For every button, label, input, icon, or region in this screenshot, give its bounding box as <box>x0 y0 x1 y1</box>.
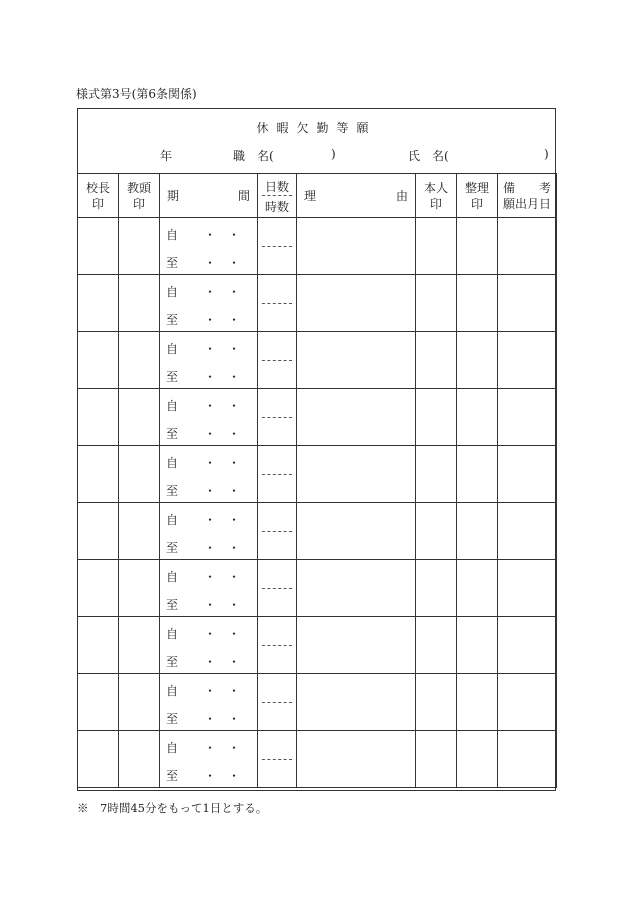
to-label: 至 <box>166 370 179 384</box>
to-date-dots: ・ ・ <box>204 541 241 555</box>
from-date-dots: ・ ・ <box>204 456 241 470</box>
to-label: 至 <box>166 541 179 555</box>
table-row <box>78 503 557 560</box>
days-hours-divider <box>262 588 292 589</box>
principal-seal-cell[interactable] <box>78 617 119 674</box>
from-label: 自 <box>166 627 179 641</box>
days-hours-divider <box>262 303 292 304</box>
days-hours-divider <box>262 360 292 361</box>
period-cell[interactable] <box>160 617 258 674</box>
to-date-dots: ・ ・ <box>204 598 241 612</box>
principal-seal-cell[interactable] <box>78 389 119 446</box>
self-seal-cell[interactable] <box>416 218 457 275</box>
remarks-cell[interactable] <box>498 731 557 788</box>
principal-seal-cell[interactable] <box>78 446 119 503</box>
reason-cell[interactable] <box>297 674 416 731</box>
self-seal-cell[interactable] <box>416 332 457 389</box>
to-label: 至 <box>166 598 179 612</box>
to-date-dots: ・ ・ <box>204 427 241 441</box>
to-label: 至 <box>166 769 179 783</box>
col-arrange-seal: 整理 印 <box>457 174 498 218</box>
days-hours-cell[interactable] <box>258 560 297 617</box>
to-label: 至 <box>166 256 179 270</box>
period-cell[interactable] <box>160 389 258 446</box>
from-label: 自 <box>166 513 179 527</box>
remarks-cell[interactable] <box>498 617 557 674</box>
reason-cell[interactable] <box>297 389 416 446</box>
self-seal-cell[interactable] <box>416 389 457 446</box>
arrange-seal-cell[interactable] <box>457 218 498 275</box>
table-row <box>78 446 557 503</box>
year-label: 年 <box>160 149 173 163</box>
from-label: 自 <box>166 399 179 413</box>
remarks-cell[interactable] <box>498 446 557 503</box>
head-teacher-seal-cell[interactable] <box>119 617 160 674</box>
from-label: 自 <box>166 456 179 470</box>
days-hours-cell[interactable] <box>258 389 297 446</box>
period-cell[interactable] <box>160 446 258 503</box>
days-hours-cell[interactable] <box>258 674 297 731</box>
arrange-seal-cell[interactable] <box>457 731 498 788</box>
head-teacher-seal-cell[interactable] <box>119 332 160 389</box>
reason-cell[interactable] <box>297 503 416 560</box>
to-label: 至 <box>166 484 179 498</box>
arrange-seal-cell[interactable] <box>457 503 498 560</box>
to-label: 至 <box>166 427 179 441</box>
days-hours-cell[interactable] <box>258 617 297 674</box>
to-date-dots: ・ ・ <box>204 484 241 498</box>
arrange-seal-cell[interactable] <box>457 389 498 446</box>
position-label: 職 名( <box>233 149 274 163</box>
leave-table <box>77 173 557 788</box>
form-label: 様式第3号(第6条関係) <box>76 87 197 101</box>
col-head-teacher-seal: 教頭 印 <box>119 174 160 218</box>
head-teacher-seal-cell[interactable] <box>119 446 160 503</box>
reason-cell[interactable] <box>297 731 416 788</box>
arrange-seal-cell[interactable] <box>457 275 498 332</box>
reason-cell[interactable] <box>297 275 416 332</box>
head-teacher-seal-cell[interactable] <box>119 674 160 731</box>
head-teacher-seal-cell[interactable] <box>119 275 160 332</box>
form-title: 休暇欠勤等願 <box>256 121 377 135</box>
name-close: ) <box>544 147 549 161</box>
table-row <box>78 560 557 617</box>
head-teacher-seal-cell[interactable] <box>119 503 160 560</box>
to-date-dots: ・ ・ <box>204 313 241 327</box>
principal-seal-cell[interactable] <box>78 503 119 560</box>
from-label: 自 <box>166 285 179 299</box>
principal-seal-cell[interactable] <box>78 731 119 788</box>
to-date-dots: ・ ・ <box>204 655 241 669</box>
to-date-dots: ・ ・ <box>204 370 241 384</box>
period-cell[interactable] <box>160 275 258 332</box>
table-row <box>78 275 557 332</box>
name-label: 氏 名( <box>408 149 449 163</box>
remarks-cell[interactable] <box>498 332 557 389</box>
arrange-seal-cell[interactable] <box>457 560 498 617</box>
position-close: ) <box>331 147 336 161</box>
table-row <box>78 332 557 389</box>
from-label: 自 <box>166 570 179 584</box>
table-row <box>78 674 557 731</box>
to-label: 至 <box>166 655 179 669</box>
days-hours-divider <box>262 531 292 532</box>
principal-seal-cell[interactable] <box>78 332 119 389</box>
to-date-dots: ・ ・ <box>204 256 241 270</box>
period-cell[interactable] <box>160 560 258 617</box>
head-teacher-seal-cell[interactable] <box>119 389 160 446</box>
col-reason: 理 由 <box>297 174 416 218</box>
principal-seal-cell[interactable] <box>78 674 119 731</box>
days-hours-divider <box>262 417 292 418</box>
self-seal-cell[interactable] <box>416 617 457 674</box>
days-hours-divider <box>262 702 292 703</box>
days-hours-divider <box>262 645 292 646</box>
from-date-dots: ・ ・ <box>204 570 241 584</box>
days-hours-cell[interactable] <box>258 731 297 788</box>
days-hours-divider <box>262 474 292 475</box>
principal-seal-cell[interactable] <box>78 218 119 275</box>
from-date-dots: ・ ・ <box>204 741 241 755</box>
from-date-dots: ・ ・ <box>204 627 241 641</box>
from-label: 自 <box>166 342 179 356</box>
header-fields <box>78 147 555 163</box>
principal-seal-cell[interactable] <box>78 275 119 332</box>
to-label: 至 <box>166 313 179 327</box>
to-label: 至 <box>166 712 179 726</box>
self-seal-cell[interactable] <box>416 560 457 617</box>
col-self-seal: 本人 印 <box>416 174 457 218</box>
from-label: 自 <box>166 741 179 755</box>
remarks-cell[interactable] <box>498 503 557 560</box>
remarks-cell[interactable] <box>498 674 557 731</box>
arrange-seal-cell[interactable] <box>457 674 498 731</box>
from-label: 自 <box>166 684 179 698</box>
reason-cell[interactable] <box>297 446 416 503</box>
from-date-dots: ・ ・ <box>204 513 241 527</box>
days-hours-cell[interactable] <box>258 503 297 560</box>
table-row <box>78 617 557 674</box>
col-remarks: 備 考 願出月日 <box>498 174 557 218</box>
footnote: ※ 7時間45分をもって1日とする。 <box>77 801 268 815</box>
from-date-dots: ・ ・ <box>204 684 241 698</box>
col-period: 期 間 <box>160 174 258 218</box>
days-hours-cell[interactable] <box>258 218 297 275</box>
period-cell[interactable] <box>160 674 258 731</box>
self-seal-cell[interactable] <box>416 275 457 332</box>
to-date-dots: ・ ・ <box>204 712 241 726</box>
head-teacher-seal-cell[interactable] <box>119 218 160 275</box>
period-cell[interactable] <box>160 218 258 275</box>
from-date-dots: ・ ・ <box>204 228 241 242</box>
to-date-dots: ・ ・ <box>204 769 241 783</box>
self-seal-cell[interactable] <box>416 674 457 731</box>
col-days-hours: 日数 時数 <box>258 174 297 218</box>
period-cell[interactable] <box>160 731 258 788</box>
days-hours-divider <box>262 759 292 760</box>
arrange-seal-cell[interactable] <box>457 446 498 503</box>
period-cell[interactable] <box>160 332 258 389</box>
self-seal-cell[interactable] <box>416 446 457 503</box>
principal-seal-cell[interactable] <box>78 560 119 617</box>
remarks-cell[interactable] <box>498 560 557 617</box>
days-hours-cell[interactable] <box>258 275 297 332</box>
leave-request-form <box>77 108 556 791</box>
reason-cell[interactable] <box>297 332 416 389</box>
days-hours-divider <box>262 246 292 247</box>
self-seal-cell[interactable] <box>416 731 457 788</box>
from-date-dots: ・ ・ <box>204 342 241 356</box>
period-cell[interactable] <box>160 503 258 560</box>
col-principal-seal: 校長 印 <box>78 174 119 218</box>
from-date-dots: ・ ・ <box>204 285 241 299</box>
arrange-seal-cell[interactable] <box>457 617 498 674</box>
days-hours-cell[interactable] <box>258 332 297 389</box>
table-row <box>78 389 557 446</box>
reason-cell[interactable] <box>297 560 416 617</box>
head-teacher-seal-cell[interactable] <box>119 560 160 617</box>
reason-cell[interactable] <box>297 617 416 674</box>
table-row <box>78 218 557 275</box>
from-label: 自 <box>166 228 179 242</box>
remarks-cell[interactable] <box>498 389 557 446</box>
head-teacher-seal-cell[interactable] <box>119 731 160 788</box>
table-row <box>78 731 557 788</box>
reason-cell[interactable] <box>297 218 416 275</box>
self-seal-cell[interactable] <box>416 503 457 560</box>
remarks-cell[interactable] <box>498 218 557 275</box>
from-date-dots: ・ ・ <box>204 399 241 413</box>
days-hours-cell[interactable] <box>258 446 297 503</box>
remarks-cell[interactable] <box>498 275 557 332</box>
arrange-seal-cell[interactable] <box>457 332 498 389</box>
